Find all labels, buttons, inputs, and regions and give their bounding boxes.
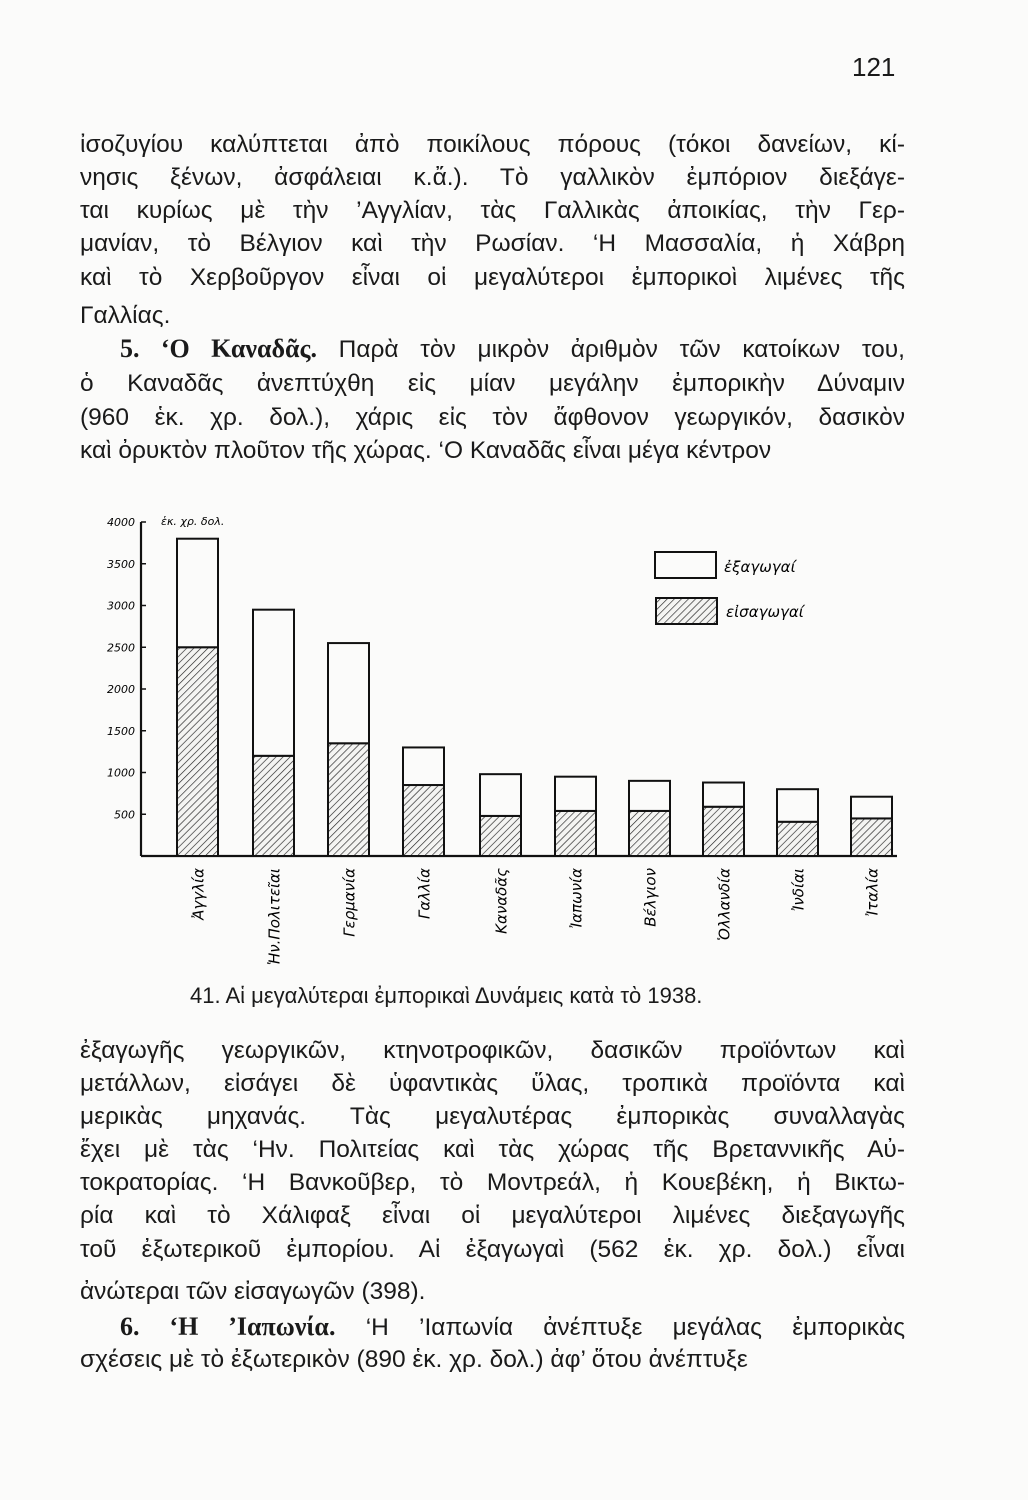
bar-imports — [703, 807, 744, 856]
text-line — [80, 1135, 905, 1165]
y-tick-label: 1000 — [107, 766, 135, 780]
bar-exports — [177, 539, 218, 648]
category-label: Ἰνδίαι — [789, 868, 808, 912]
text-content: καὶ τὸ Χερβοῦργον εἶναι οἱ μεγαλύτεροι ἐμπορικοὶ λιμένες τῆς — [80, 264, 905, 291]
bar-exports — [777, 789, 818, 822]
y-tick-label: 500 — [114, 808, 135, 822]
text-content: ἰσοζυγίου καλύπτεται ἀπὸ ποικίλους πόρους (τόκοι δανείων, κί- — [80, 131, 905, 158]
bar-exports — [851, 797, 892, 819]
bar-exports — [403, 747, 444, 785]
category-label: Βέλγιον — [641, 868, 660, 927]
y-tick-label: 3500 — [107, 557, 135, 571]
text-content: ἔχει μὲ τὰς ‘Ην. Πολιτείας καὶ τὰς χώρας τῆς Βρεταννικῆς Αὐ- — [80, 1136, 905, 1163]
bar-imports — [328, 743, 369, 856]
y-tick-label: 2500 — [107, 641, 135, 655]
text-content: ὁ Καναδᾶς ἀνεπτύχθη εἰς μίαν μεγάλην ἐμπορικὴν Δύναμιν — [80, 370, 905, 397]
y-tick-label: 4000 — [107, 516, 135, 529]
bar-imports — [555, 811, 596, 856]
bar-imports — [403, 785, 444, 856]
y-tick-label: 3000 — [107, 599, 135, 613]
text-line — [80, 1036, 905, 1066]
text-line — [80, 1345, 905, 1375]
category-label: Ἰαπωνία — [567, 868, 586, 929]
text-content: μανίαν, τὸ Βέλγιον καὶ τὴν Ρωσίαν. ‘Η Μασσαλία, ἡ Χάβρη — [80, 230, 905, 257]
text-line — [80, 1277, 905, 1307]
text-content: καὶ ὀρυκτὸν πλοῦτον τῆς χώρας. ‘Ο Καναδᾶς εἶναι μέγα κέντρον — [80, 437, 772, 464]
text-content: ται κυρίως μὲ τὴν ’Αγγλίαν, τὰς Γαλλικὰς ἀποικίας, τὴν Γερ- — [80, 197, 905, 224]
bar-exports — [480, 774, 521, 816]
text-line — [80, 1069, 905, 1099]
bar-exports — [555, 777, 596, 811]
figure-caption: 41. Αἱ μεγαλύτεραι ἐμπορικαὶ Δυνάμεις κατὰ τὸ 1938. — [190, 983, 703, 1008]
section-heading: 6. ‘Η ’Ιαπωνία. — [120, 1312, 336, 1341]
text-content: Παρὰ τὸν μικρὸν ἀριθμὸν τῶν κατοίκων του, — [338, 336, 905, 363]
bar-imports — [851, 818, 892, 856]
y-tick-label: 2000 — [107, 683, 135, 696]
bar-imports — [629, 811, 670, 856]
bar-exports — [703, 783, 744, 807]
text-content: ‘Η ’Ιαπωνία ἀνέπτυξε μεγάλας ἐμπορικὰς — [365, 1314, 906, 1341]
text-content: μερικὰς μηχανάς. Τὰς μεγαλυτέρας ἐμπορικὰς συναλλαγὰς — [80, 1103, 905, 1130]
text-line — [80, 1201, 905, 1231]
category-label: Ἰταλία — [863, 868, 882, 917]
legend-label-exports: ἐξαγωγαί — [724, 558, 796, 576]
text-line — [80, 1235, 905, 1265]
y-axis-unit-label: ἑκ. χρ. δολ. — [161, 515, 225, 528]
bar-imports — [777, 822, 818, 856]
category-label: Γαλλία — [415, 868, 434, 919]
text-content: ρία καὶ τὸ Χάλιφαξ εἶναι οἱ μεγαλύτεροι λιμένες διεξαγωγῆς — [80, 1202, 905, 1229]
bar-imports — [480, 816, 521, 856]
bar-exports — [253, 610, 294, 756]
text-content: μετάλλων, εἰσάγει δὲ ὑφαντικὰς ὕλας, τροπικὰ προϊόντα καὶ — [80, 1070, 905, 1097]
text-content: (960 ἑκ. χρ. δολ.), χάρις εἰς τὸν ἄφθονον γεωργικόν, δασικὸν — [80, 404, 905, 431]
bar-imports — [177, 647, 218, 856]
text-line — [80, 1168, 905, 1198]
category-label: Ἡν.Πολιτεῖαι — [265, 868, 284, 966]
y-tick-label: 1500 — [107, 724, 135, 738]
text-line — [80, 1312, 905, 1343]
text-content: Γαλλίας. — [80, 302, 171, 329]
legend-label-imports: εἰσαγωγαί — [726, 603, 804, 621]
page-number: 121 — [852, 52, 896, 82]
category-label: Ὁλλανδία — [715, 868, 734, 941]
category-label: Γερμανία — [340, 868, 359, 937]
category-label: Ἀγγλία — [189, 868, 208, 920]
legend-swatch-imports — [656, 598, 717, 624]
section-heading: 5. ‘Ο Καναδᾶς. — [120, 334, 317, 363]
text-content: ἐξαγωγῆς γεωργικῶν, κτηνοτροφικῶν, δασικῶν προϊόντων καὶ — [80, 1037, 905, 1064]
text-content: σχέσεις μὲ τὸ ἐξωτερικὸν (890 ἑκ. χρ. δολ.) ἀφ’ ὅτου ἀνέπτυξε — [80, 1346, 748, 1373]
text-line — [80, 1102, 905, 1132]
bar-exports — [629, 781, 670, 811]
text-content: ἀνώτεραι τῶν εἰσαγωγῶν (398). — [80, 1278, 426, 1305]
text-content: νησις ξένων, ἀσφάλειαι κ.ἄ.). Τὸ γαλλικὸν ἐμπόριον διεξάγε- — [80, 164, 905, 191]
text-content: τοκρατορίας. ‘Η Βανκοῦβερ, τὸ Μοντρεάλ, ἡ Κουεβέκη, ἡ Βικτω- — [80, 1169, 905, 1196]
bar-imports — [253, 756, 294, 856]
bar-exports — [328, 643, 369, 743]
category-label: Καναδᾶς — [492, 868, 511, 934]
text-content: τοῦ ἐξωτερικοῦ ἐμπορίου. Αἱ ἐξαγωγαὶ (562 ἑκ. χρ. δολ.) εἶναι — [80, 1236, 905, 1263]
legend-swatch-exports — [655, 552, 716, 578]
